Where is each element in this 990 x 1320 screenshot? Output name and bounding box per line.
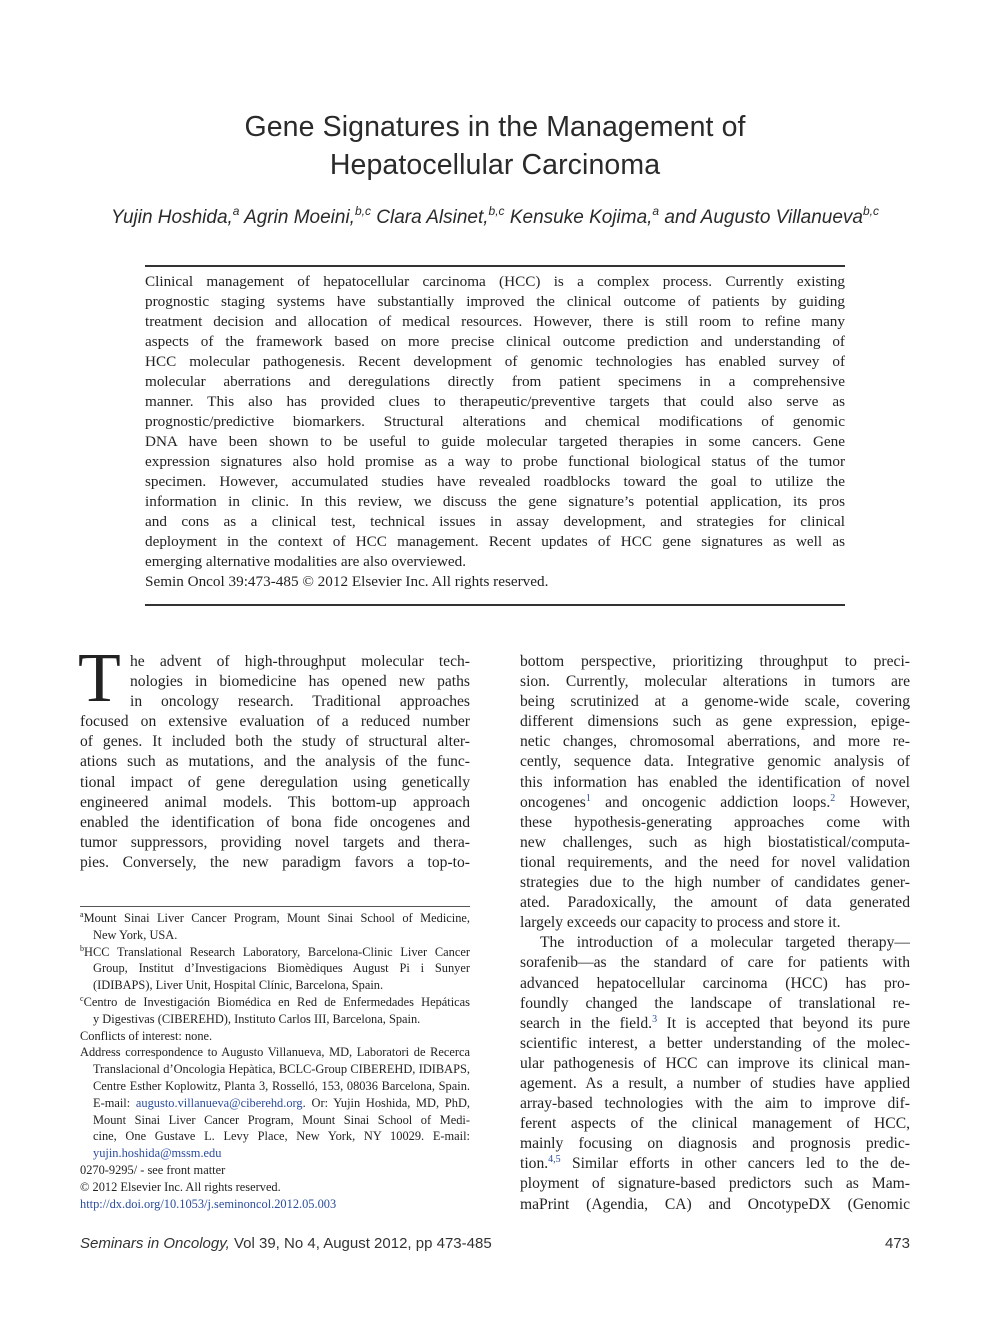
- reference-link[interactable]: 3: [652, 1013, 658, 1025]
- journal-name: Seminars in Oncology,: [80, 1235, 230, 1252]
- body-line: array-based technologies with the aim to improve dif-: [520, 1095, 910, 1113]
- author-name: Yujin Hoshida,: [110, 207, 233, 228]
- body-line: tumor suppressors, providing novel targets and thera-: [80, 833, 470, 851]
- affiliation-b: $^b$HCC Translational Research Laboratory, Barcelona-Clinic Liver Cancer Group, Institut d’Investigacions Biomèdiques August Pi i Sunyer (IDIBAPS), Liver Unit, Hospital Clínic, Barcelona, Spain.: [80, 943, 470, 993]
- article-title: [0, 108, 990, 184]
- journal-citation: [80, 1232, 492, 1256]
- body-line: nologies in biomedicine has opened new paths: [130, 673, 470, 691]
- abstract-line: treatment decision and allocation of medical resources. However, there is still room to refine many: [145, 313, 845, 330]
- abstract-line: and cons as a clinical test, technical issues in assay development, and strategies for clinical: [145, 513, 845, 530]
- drop-cap: T: [78, 640, 121, 717]
- correspondence-address: Address correspondence to Augusto Villanueva, MD, Laboratori de Recerca Translacional d’Oncologia Hepàtica, BCLC-Group CIBEREHD, IDIBAPS, Centre Esther Koplowitz, Planta 3, Rosselló, 153, 08036 Barcelona, Spain. E-mail: augusto.villanueva@ciberehd.org. Or: Yujin Hoshida, MD, PhD, Mount Sinai Liver Cancer Program, Mount Sinai School of Medi- cine, One Gustave L. Levy Place, New York, NY 10029. E-mail: yujin.hoshida@mssm.edu: [80, 1045, 470, 1161]
- email-link-hoshida[interactable]: yujin.hoshida@mssm.edu: [93, 1146, 222, 1161]
- body-line: of genes. It included both the study of structural alter-: [80, 733, 470, 751]
- body-line: ular pathogenesis of HCC can improve its clinical man-: [520, 1054, 910, 1072]
- body-line: agement. As a result, a number of studies have applied: [520, 1074, 910, 1092]
- footnotes: [80, 910, 470, 1212]
- title-line-1: Gene Signatures in the Management of: [244, 111, 746, 143]
- body-line: engineered animal models. This bottom-up approach: [80, 793, 470, 811]
- abstract-top-rule: [145, 265, 845, 267]
- abstract: [145, 272, 845, 592]
- left-column-body: [80, 712, 470, 873]
- body-line: ations such as mutations, and the analysis of the func-: [80, 753, 470, 771]
- author-name: Agrin Moeini,: [244, 207, 355, 228]
- email-link-villanueva[interactable]: augusto.villanueva@ciberehd.org: [135, 1095, 303, 1110]
- left-column-indented: [130, 652, 470, 712]
- body-line: pies. Conversely, the new paradigm favors a top-to-: [80, 853, 470, 871]
- body-line: enabled the identification of bona fide oncogenes and: [80, 813, 470, 831]
- body-line: cently, sequence data. Integrative genomic analysis of: [520, 753, 910, 771]
- body-line: sorafenib—as the standard of care for patients with: [520, 954, 910, 972]
- issn-line: 0270-9295/ - see front matter: [80, 1162, 226, 1177]
- body-line: search in the field.$^3$ It is accepted that beyond its pure: [520, 1013, 910, 1032]
- author-affiliation-mark: a: [232, 204, 240, 218]
- reference-link[interactable]: 1: [585, 792, 591, 804]
- body-line: foundly changed the landscape of translational re-: [520, 994, 910, 1012]
- body-line: bottom perspective, prioritizing throughput to preci-: [520, 653, 910, 670]
- abstract-line: HCC molecular pathogenesis. Recent development of genomic technologies has enabled survey of: [145, 353, 845, 370]
- body-line: largely exceeds our capacity to process and store it.: [520, 914, 841, 932]
- body-line: he advent of high-throughput molecular tech-: [130, 653, 470, 670]
- body-line: focused on extensive evaluation of a reduced number: [80, 713, 470, 731]
- body-line: in oncology research. Traditional approaches: [130, 693, 470, 711]
- abstract-line: information in clinic. In this review, we discuss the gene signature’s potential application, its pros: [145, 493, 845, 510]
- page-footer: [80, 1232, 910, 1256]
- abstract-citation: Semin Oncol 39:473-485 © 2012 Elsevier Inc. All rights reserved.: [145, 573, 549, 590]
- body-line: ferent aspects of the clinical management of HCC,: [520, 1115, 910, 1133]
- body-line: this information has enabled the identification of novel: [520, 773, 910, 791]
- right-column-body: [520, 652, 910, 1215]
- reference-link[interactable]: 4,5: [548, 1154, 561, 1166]
- conflicts-statement: Conflicts of interest: none.: [80, 1028, 213, 1043]
- affiliation-a: $^a$Mount Sinai Liver Cancer Program, Mount Sinai School of Medicine, New York, USA.: [80, 910, 470, 942]
- abstract-bottom-rule: [145, 604, 845, 606]
- title-line-2: Hepatocellular Carcinoma: [329, 149, 661, 181]
- body-line: tional impact of gene deregulation using genetically: [80, 773, 470, 791]
- body-line: being scrutinized at a genome-wide scale, covering: [520, 693, 910, 711]
- footnote-rule: [80, 906, 470, 907]
- body-line: sion. Currently, molecular alterations in tumors are: [520, 673, 910, 691]
- abstract-line: emerging alternative modalities are also overviewed.: [145, 553, 467, 570]
- journal-details: Vol 39, No 4, August 2012, pp 473-485: [229, 1235, 492, 1252]
- author-name: Kensuke Kojima,: [509, 207, 653, 228]
- body-line: new challenges, such as high biostatistical/computa-: [520, 833, 910, 851]
- page-number: 473: [884, 1235, 910, 1252]
- author-list: [0, 204, 990, 232]
- reference-link[interactable]: 2: [830, 792, 836, 804]
- body-line: strategies due to the high number of candidates gener-: [520, 874, 910, 892]
- body-line: maPrint (Agendia, CA) and OncotypeDX (Genomic: [520, 1195, 910, 1213]
- body-line: The introduction of a molecular targeted therapy—: [540, 934, 910, 952]
- abstract-line: manner. This also has provided clues to therapeutic/preventive targets that could also serve as: [145, 393, 845, 410]
- body-line: tion.$^{4,5}$ Similar efforts in other cancers led to the de-: [520, 1154, 910, 1173]
- author-affiliation-mark: b,c: [354, 204, 371, 218]
- body-line: netic changes, chromosomal aberrations, and more re-: [520, 733, 910, 751]
- abstract-line: prognostic/predictive biomarkers. Structural alterations and chemical modifications of genomic: [145, 413, 845, 430]
- abstract-line: Clinical management of hepatocellular carcinoma (HCC) is a complex process. Currently existing: [145, 273, 845, 290]
- author-name: Clara Alsinet,: [376, 207, 489, 228]
- body-line: these hypothesis-generating approaches come with: [520, 813, 910, 831]
- doi-link[interactable]: http://dx.doi.org/10.1053/j.seminoncol.2012.05.003: [80, 1196, 337, 1211]
- affiliation-c: $^c$Centro de Investigación Biomédica en Red de Enfermedades Hepáticas y Digestivas (CIBEREHD), Instituto Carlos III, Barcelona, Spain.: [80, 993, 470, 1026]
- copyright-line: © 2012 Elsevier Inc. All rights reserved.: [80, 1179, 281, 1194]
- body-line: ated. Paradoxically, the amount of data generated: [520, 894, 910, 912]
- body-line: mainly focusing on diagnosis and prognosis predic-: [520, 1135, 910, 1153]
- body-line: advanced hepatocellular carcinoma (HCC) has pro-: [520, 974, 910, 992]
- author-affiliation-mark: b,c: [488, 204, 505, 218]
- abstract-line: aspects of the framework based on more precise clinical outcome prediction and understanding of: [145, 333, 845, 350]
- author-affiliation-mark: a: [652, 204, 660, 218]
- body-line: scientific interest, a better understanding of the molec-: [520, 1034, 910, 1052]
- abstract-line: expression signatures also hold promise as a way to probe functional biological status of the tumor: [145, 453, 845, 470]
- body-line: ployment of signature-based predictors such as Mam-: [520, 1175, 910, 1193]
- body-line: tional requirements, and the need for novel validation: [520, 853, 910, 871]
- abstract-line: prognostic staging systems have substantially improved the clinical outcome of patients by guiding: [145, 293, 845, 310]
- abstract-line: deployment in the context of HCC management. Recent updates of HCC gene signatures as well as: [145, 533, 845, 550]
- body-line: oncogenes$^1$ and oncogenic addiction loops.$^2$ However,: [520, 792, 910, 811]
- author-name: and Augusto Villanueva: [664, 207, 863, 228]
- abstract-line: DNA have been shown to be useful to guide molecular targeted therapies in some cancers. Gene: [145, 433, 845, 450]
- abstract-line: molecular aberrations and deregulations directly from patient specimens in a comprehensive: [145, 373, 845, 390]
- author-affiliation-mark: b,c: [863, 204, 880, 218]
- abstract-line: specimen. However, accumulated studies have revealed roadblocks toward the goal to utilize the: [145, 473, 845, 490]
- body-line: different dimensions such as gene expression, epige-: [520, 713, 910, 731]
